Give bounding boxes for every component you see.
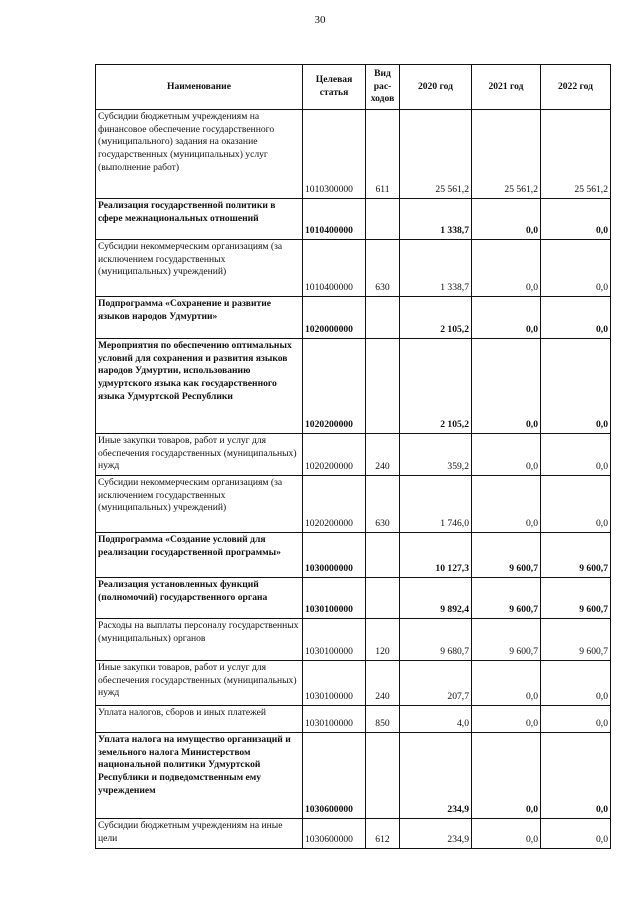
row-value-2020: 2 105,2 (400, 339, 472, 434)
row-value-2020: 234,9 (400, 733, 472, 819)
row-value-2020: 359,2 (400, 434, 472, 476)
row-value-2022: 25 561,2 (541, 110, 611, 199)
row-name: Расходы на выплаты персоналу государственных (муниципальных) органов (96, 619, 303, 661)
row-expense-type (366, 199, 400, 240)
row-value-2021: 25 561,2 (472, 110, 541, 199)
row-value-2020: 234,9 (400, 819, 472, 849)
row-target-article: 1020200000 (303, 339, 366, 434)
header-year-2020: 2020 год (400, 65, 472, 110)
row-target-article: 1020200000 (303, 476, 366, 533)
row-name: Мероприятия по обеспечению оптимальных условий для сохранения и развития языков народов Удмуртии, использованию удмуртского языка как государственного языка Удмуртской Республики (96, 339, 303, 434)
row-name: Реализация установленных функций (полномочий) государственного органа (96, 578, 303, 619)
row-expense-type: 240 (366, 661, 400, 706)
row-expense-type: 630 (366, 476, 400, 533)
row-expense-type: 120 (366, 619, 400, 661)
table-row (96, 533, 611, 578)
row-value-2021: 0,0 (472, 297, 541, 339)
table-row (96, 339, 611, 434)
row-value-2020: 1 338,7 (400, 240, 472, 297)
row-value-2022: 0,0 (541, 434, 611, 476)
header-expense-type: Вид рас-ходов (366, 65, 400, 110)
row-value-2022: 0,0 (541, 706, 611, 733)
table-row (96, 240, 611, 297)
row-value-2022: 0,0 (541, 240, 611, 297)
row-name: Уплата налогов, сборов и иных платежей (96, 706, 303, 733)
row-value-2022: 0,0 (541, 476, 611, 533)
row-value-2022: 9 600,7 (541, 578, 611, 619)
row-value-2021: 0,0 (472, 706, 541, 733)
row-name: Уплата налога на имущество организаций и земельного налога Министерством национальной политики Удмуртской Республики и подведомственным ему учреждением (96, 733, 303, 819)
row-value-2022: 0,0 (541, 297, 611, 339)
page-number: 30 (314, 14, 326, 26)
header-name: Наименование (96, 65, 303, 110)
row-value-2021: 0,0 (472, 819, 541, 849)
row-value-2022: 9 600,7 (541, 533, 611, 578)
table-row (96, 619, 611, 661)
budget-table (95, 64, 611, 849)
row-name: Субсидии некоммерческим организациям (за исключением государственных (муниципальных) учреждений) (96, 240, 303, 297)
row-value-2020: 4,0 (400, 706, 472, 733)
table-row (96, 706, 611, 733)
row-value-2022: 0,0 (541, 819, 611, 849)
table-body (96, 110, 611, 849)
row-value-2022: 9 600,7 (541, 619, 611, 661)
row-expense-type: 240 (366, 434, 400, 476)
row-target-article: 1030100000 (303, 578, 366, 619)
row-target-article: 1010400000 (303, 240, 366, 297)
row-expense-type (366, 339, 400, 434)
row-name: Подпрограмма «Сохранение и развитие языков народов Удмуртии» (96, 297, 303, 339)
header-target-article: Целевая статья (303, 65, 366, 110)
row-value-2020: 1 338,7 (400, 199, 472, 240)
row-value-2021: 0,0 (472, 240, 541, 297)
row-value-2021: 0,0 (472, 199, 541, 240)
row-name: Иные закупки товаров, работ и услуг для обеспечения государственных (муниципальных) нужд (96, 661, 303, 706)
header-year-2022: 2022 год (541, 65, 611, 110)
row-value-2020: 10 127,3 (400, 533, 472, 578)
header-year-2021: 2021 год (472, 65, 541, 110)
row-value-2021: 9 600,7 (472, 578, 541, 619)
row-value-2021: 0,0 (472, 339, 541, 434)
row-value-2020: 9 892,4 (400, 578, 472, 619)
table-row (96, 434, 611, 476)
row-value-2021: 9 600,7 (472, 619, 541, 661)
row-expense-type (366, 533, 400, 578)
row-name: Подпрограмма «Создание условий для реализации государственной программы» (96, 533, 303, 578)
row-target-article: 1030000000 (303, 533, 366, 578)
row-expense-type (366, 733, 400, 819)
row-value-2022: 0,0 (541, 661, 611, 706)
row-expense-type: 611 (366, 110, 400, 199)
row-value-2020: 207,7 (400, 661, 472, 706)
row-expense-type: 850 (366, 706, 400, 733)
row-target-article: 1020200000 (303, 434, 366, 476)
row-target-article: 1030100000 (303, 706, 366, 733)
row-name: Субсидии некоммерческим организациям (за исключением государственных (муниципальных) учреждений) (96, 476, 303, 533)
table-row (96, 110, 611, 199)
row-value-2022: 0,0 (541, 733, 611, 819)
row-expense-type (366, 578, 400, 619)
row-name: Субсидии бюджетным учреждениям на иные цели (96, 819, 303, 849)
row-value-2020: 1 746,0 (400, 476, 472, 533)
row-value-2021: 0,0 (472, 733, 541, 819)
row-target-article: 1010300000 (303, 110, 366, 199)
row-value-2020: 9 680,7 (400, 619, 472, 661)
row-value-2021: 9 600,7 (472, 533, 541, 578)
row-target-article: 1030100000 (303, 619, 366, 661)
row-value-2022: 0,0 (541, 339, 611, 434)
table-row (96, 661, 611, 706)
table-row (96, 476, 611, 533)
row-name: Иные закупки товаров, работ и услуг для обеспечения государственных (муниципальных) нужд (96, 434, 303, 476)
row-target-article: 1020000000 (303, 297, 366, 339)
table-row (96, 819, 611, 849)
table-row (96, 297, 611, 339)
row-target-article: 1010400000 (303, 199, 366, 240)
row-expense-type: 612 (366, 819, 400, 849)
row-value-2021: 0,0 (472, 476, 541, 533)
row-value-2021: 0,0 (472, 661, 541, 706)
row-name: Субсидии бюджетным учреждениям на финансовое обеспечение государственного (муниципального) задания на оказание государственных (муниципальных) услуг (выполнение работ) (96, 110, 303, 199)
row-expense-type: 630 (366, 240, 400, 297)
table-header-row (96, 65, 611, 110)
row-value-2021: 0,0 (472, 434, 541, 476)
table-row (96, 578, 611, 619)
row-value-2020: 25 561,2 (400, 110, 472, 199)
row-target-article: 1030600000 (303, 733, 366, 819)
row-value-2022: 0,0 (541, 199, 611, 240)
row-value-2020: 2 105,2 (400, 297, 472, 339)
row-expense-type (366, 297, 400, 339)
row-target-article: 1030600000 (303, 819, 366, 849)
row-target-article: 1030100000 (303, 661, 366, 706)
table-row (96, 199, 611, 240)
table-row (96, 733, 611, 819)
row-name: Реализация государственной политики в сфере межнациональных отношений (96, 199, 303, 240)
